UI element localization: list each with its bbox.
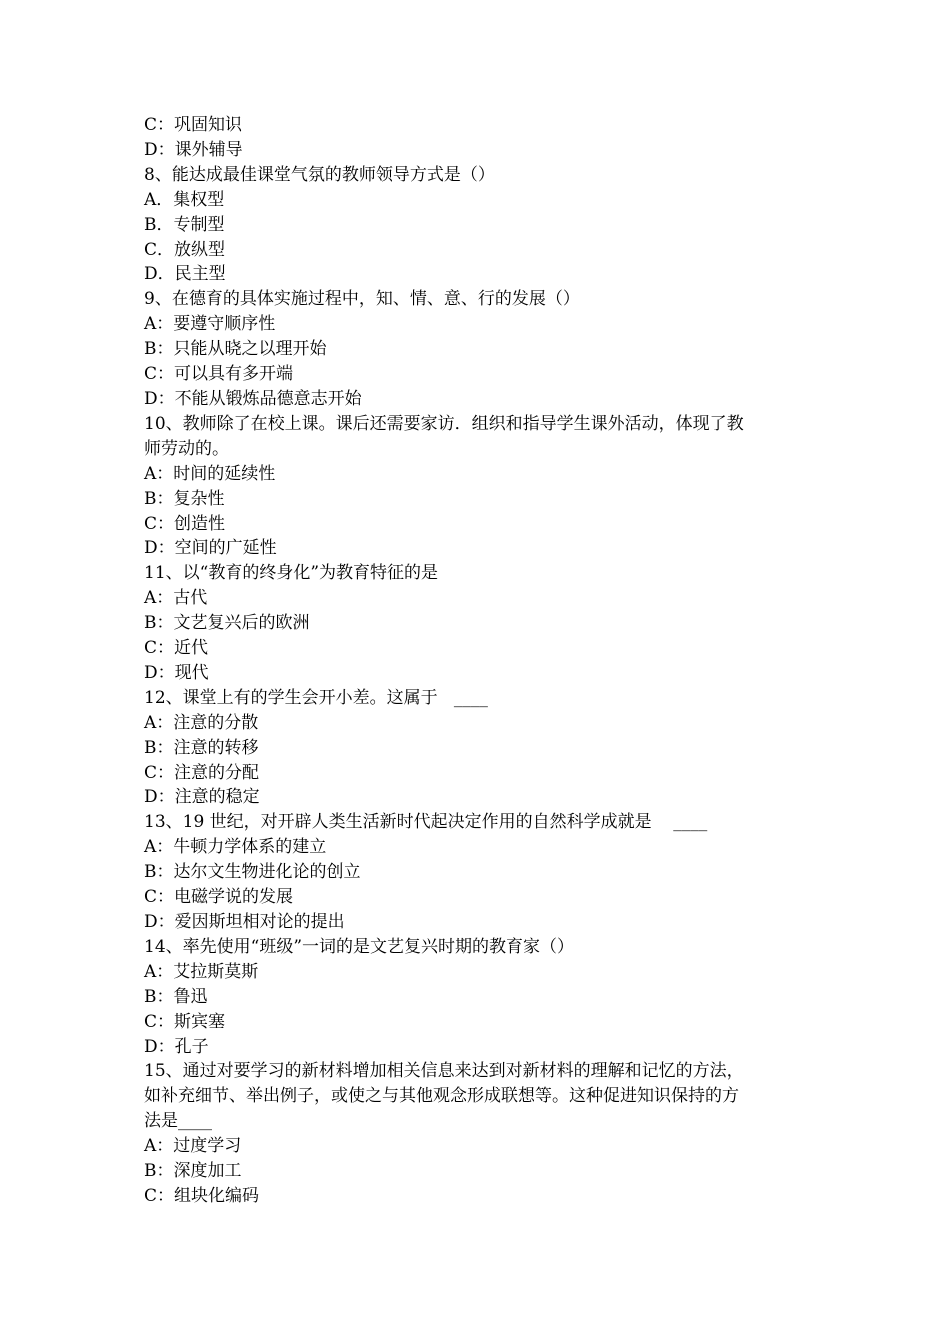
question-11: 11、以“教育的终身化”为教育特征的是	[144, 563, 439, 584]
option-a-q9: A：要遵守顺序性	[144, 314, 276, 335]
question-13: 13、19 世纪，对开辟人类生活新时代起决定作用的自然科学成就是 ____	[144, 812, 708, 833]
option-c-q14: C：斯宾塞	[144, 1011, 226, 1032]
question-9: 9、在德育的具体实施过程中，知、情、意、行的发展（）	[144, 289, 580, 310]
question-8: 8、能达成最佳课堂气氛的教师领导方式是（）	[144, 164, 495, 185]
option-d-q14: D：孔子	[144, 1036, 209, 1057]
option-b-q8: B．专制型	[144, 214, 225, 235]
question-10-line-1: 10、教师除了在校上课。课后还需要家访．组织和指导学生课外活动，体现了教	[144, 413, 744, 434]
question-14: 14、率先使用“班级”一词的是文艺复兴时期的教育家（）	[144, 936, 575, 957]
option-c-q7: C：巩固知识	[144, 115, 243, 135]
option-b-q15: B：深度加工	[144, 1161, 242, 1182]
option-d-q11: D：现代	[144, 662, 209, 683]
option-d-q13: D：爱因斯坦相对论的提出	[144, 912, 345, 932]
question-10-line-2: 师劳动的。	[144, 438, 229, 459]
option-d-q8: D．民主型	[144, 264, 226, 285]
option-d-q10: D：空间的广延性	[144, 538, 277, 559]
option-b-q11: B：文艺复兴后的欧洲	[144, 613, 310, 634]
question-15-line-3: 法是____	[144, 1111, 212, 1132]
question-12: 12、课堂上有的学生会开小差。这属于 ____	[144, 687, 488, 708]
option-c-q13: C：电磁学说的发展	[144, 887, 294, 908]
option-c-q8: C．放纵型	[144, 239, 226, 260]
option-d-q7: D：课外辅导	[144, 139, 243, 160]
option-d-q9: D：不能从锻炼品德意志开始	[144, 388, 362, 409]
question-15-line-2: 如补充细节、举出例子，或使之与其他观念形成联想等。这种促进知识保持的方	[144, 1086, 739, 1107]
option-b-q12: B：注意的转移	[144, 737, 259, 758]
option-c-q9: C：可以具有多开端	[144, 364, 294, 385]
option-b-q9: B：只能从晓之以理开始	[144, 339, 327, 360]
option-a-q14: A：艾拉斯莫斯	[144, 961, 259, 982]
option-c-q12: C：注意的分配	[144, 762, 260, 783]
option-b-q10: B：复杂性	[144, 488, 225, 509]
option-a-q10: A：时间的延续性	[144, 463, 276, 484]
option-a-q15: A：过度学习	[144, 1136, 242, 1157]
option-c-q15: C：组块化编码	[144, 1185, 260, 1206]
option-a-q8: A．集权型	[144, 189, 225, 210]
option-c-q11: C：近代	[144, 638, 209, 659]
option-a-q13: A：牛顿力学体系的建立	[144, 837, 327, 858]
option-a-q12: A：注意的分散	[144, 712, 259, 733]
question-15-line-1: 15、通过对要学习的新材料增加相关信息来达到对新材料的理解和记忆的方法，	[144, 1061, 744, 1082]
option-c-q10: C：创造性	[144, 513, 226, 534]
option-d-q12: D：注意的稳定	[144, 787, 260, 808]
option-a-q11: A：古代	[144, 588, 208, 609]
option-b-q13: B：达尔文生物进化论的创立	[144, 862, 361, 883]
document-page	[144, 113, 816, 1209]
option-b-q14: B：鲁迅	[144, 986, 208, 1007]
